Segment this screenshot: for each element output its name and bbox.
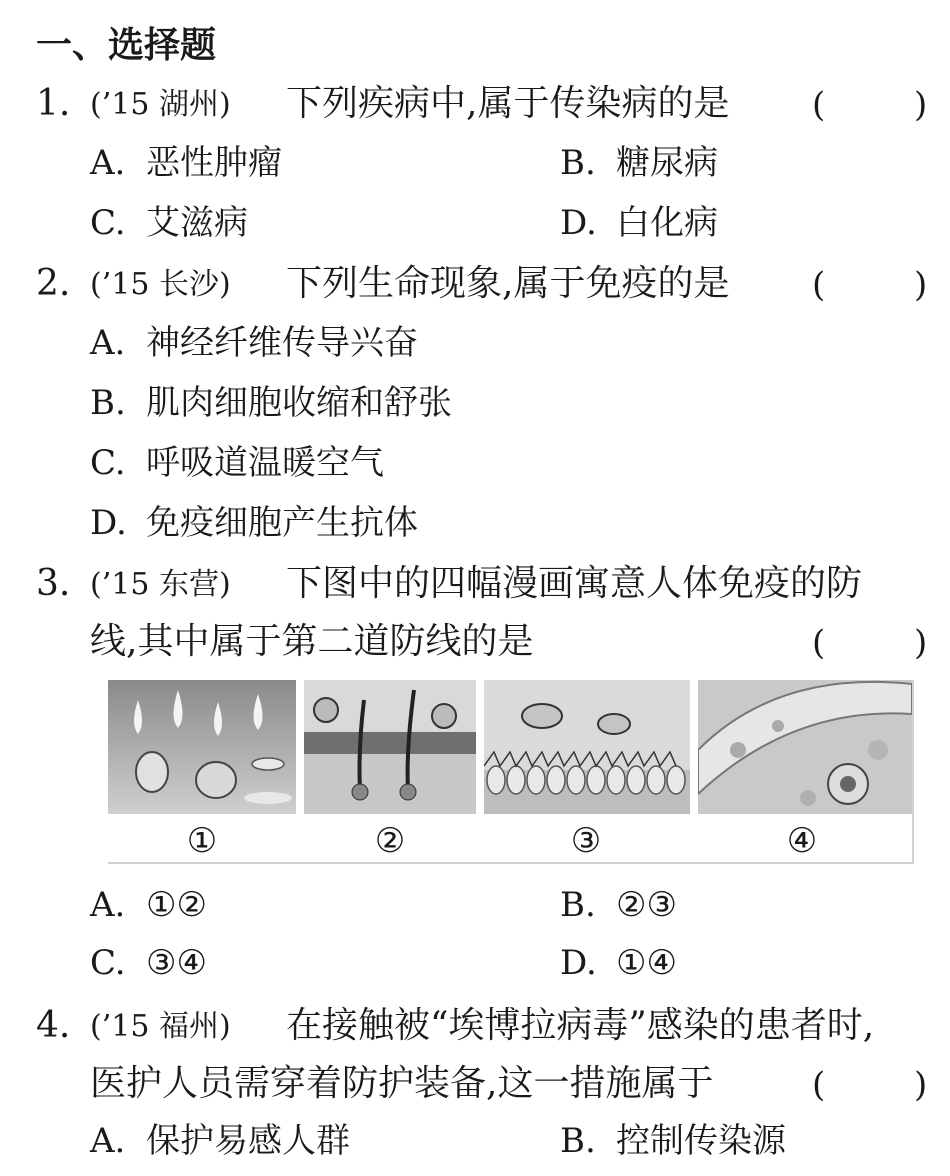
- question-source: (’15 长沙): [90, 267, 231, 302]
- option-text: 白化病: [616, 203, 718, 243]
- figure-label-2: ②: [374, 821, 406, 861]
- option-text: ①④: [616, 943, 677, 983]
- question-number: 4.: [36, 1005, 71, 1046]
- question-stem-line2: 医护人员需穿着防护装备,这一措施属于: [90, 1063, 714, 1104]
- option-text: ③④: [146, 943, 207, 983]
- question-source: (’15 福州): [90, 1009, 231, 1044]
- option-text: 恶性肿瘤: [146, 143, 282, 183]
- option-a[interactable]: [90, 1121, 350, 1161]
- question-source: (’15 东营): [90, 567, 231, 602]
- option-d[interactable]: [560, 203, 718, 243]
- question-number: 2.: [36, 263, 71, 304]
- option-key: A.: [90, 143, 126, 183]
- option-a[interactable]: [90, 323, 418, 363]
- option-b[interactable]: [560, 885, 677, 925]
- option-text: 艾滋病: [146, 203, 248, 243]
- answer-paren-close: ): [914, 623, 928, 663]
- option-a[interactable]: [90, 885, 207, 925]
- option-text: ①②: [146, 885, 207, 925]
- option-key: B.: [90, 383, 126, 423]
- option-c[interactable]: [90, 443, 384, 483]
- question-number: 1.: [36, 83, 71, 124]
- option-key: A.: [90, 1121, 126, 1161]
- option-key: A.: [90, 323, 126, 363]
- option-text: 肌肉细胞收缩和舒张: [146, 383, 452, 423]
- option-d[interactable]: [90, 503, 418, 543]
- figure-label-3: ③: [570, 821, 602, 861]
- option-text: 免疫细胞产生抗体: [146, 503, 418, 543]
- option-b[interactable]: [560, 143, 718, 183]
- option-key: D.: [560, 943, 597, 983]
- question-stem: 在接触被“埃博拉病毒”感染的患者时,: [286, 1005, 875, 1046]
- option-key: C.: [90, 203, 126, 243]
- comic-panel-2-image: [304, 680, 476, 814]
- question-stem-line2: 线,其中属于第二道防线的是: [90, 621, 534, 662]
- question-stem: 下列疾病中,属于传染病的是: [286, 83, 730, 124]
- option-key: B.: [560, 143, 596, 183]
- question-source: (’15 湖州): [90, 87, 231, 122]
- option-key: B.: [560, 885, 596, 925]
- option-text: 控制传染源: [616, 1121, 786, 1161]
- option-text: ②③: [616, 885, 677, 925]
- figure-label-4: ④: [786, 821, 818, 861]
- option-d[interactable]: [560, 943, 677, 983]
- option-text: 呼吸道温暖空气: [146, 443, 384, 483]
- option-c[interactable]: [90, 203, 248, 243]
- option-a[interactable]: [90, 143, 282, 183]
- option-key: A.: [90, 885, 126, 925]
- option-text: 糖尿病: [616, 143, 718, 183]
- comic-panel-1-image: [108, 680, 296, 814]
- option-b[interactable]: [560, 1121, 786, 1161]
- answer-paren-open: (: [812, 623, 826, 663]
- option-key: C.: [90, 943, 126, 983]
- answer-paren-open: (: [812, 85, 826, 125]
- option-key: C.: [90, 443, 126, 483]
- option-c[interactable]: [90, 943, 207, 983]
- answer-paren-close: ): [914, 265, 928, 305]
- answer-paren-open: (: [812, 1065, 826, 1105]
- option-text: 神经纤维传导兴奋: [146, 323, 418, 363]
- option-b[interactable]: [90, 383, 452, 423]
- immune-defense-comic-figure: [108, 680, 914, 864]
- answer-paren-close: ): [914, 85, 928, 125]
- option-key: B.: [560, 1121, 596, 1161]
- answer-paren-open: (: [812, 265, 826, 305]
- comic-panel-4-image: [698, 680, 912, 814]
- question-stem: 下列生命现象,属于免疫的是: [286, 263, 730, 304]
- option-text: 保护易感人群: [146, 1121, 350, 1161]
- figure-label-1: ①: [186, 821, 218, 861]
- question-number: 3.: [36, 563, 71, 604]
- option-key: D.: [90, 503, 127, 543]
- answer-paren-close: ): [914, 1065, 928, 1105]
- section-title: 一、选择题: [36, 25, 217, 66]
- option-key: D.: [560, 203, 597, 243]
- comic-panel-3-image: [484, 680, 690, 814]
- question-stem: 下图中的四幅漫画寓意人体免疫的防: [286, 563, 863, 604]
